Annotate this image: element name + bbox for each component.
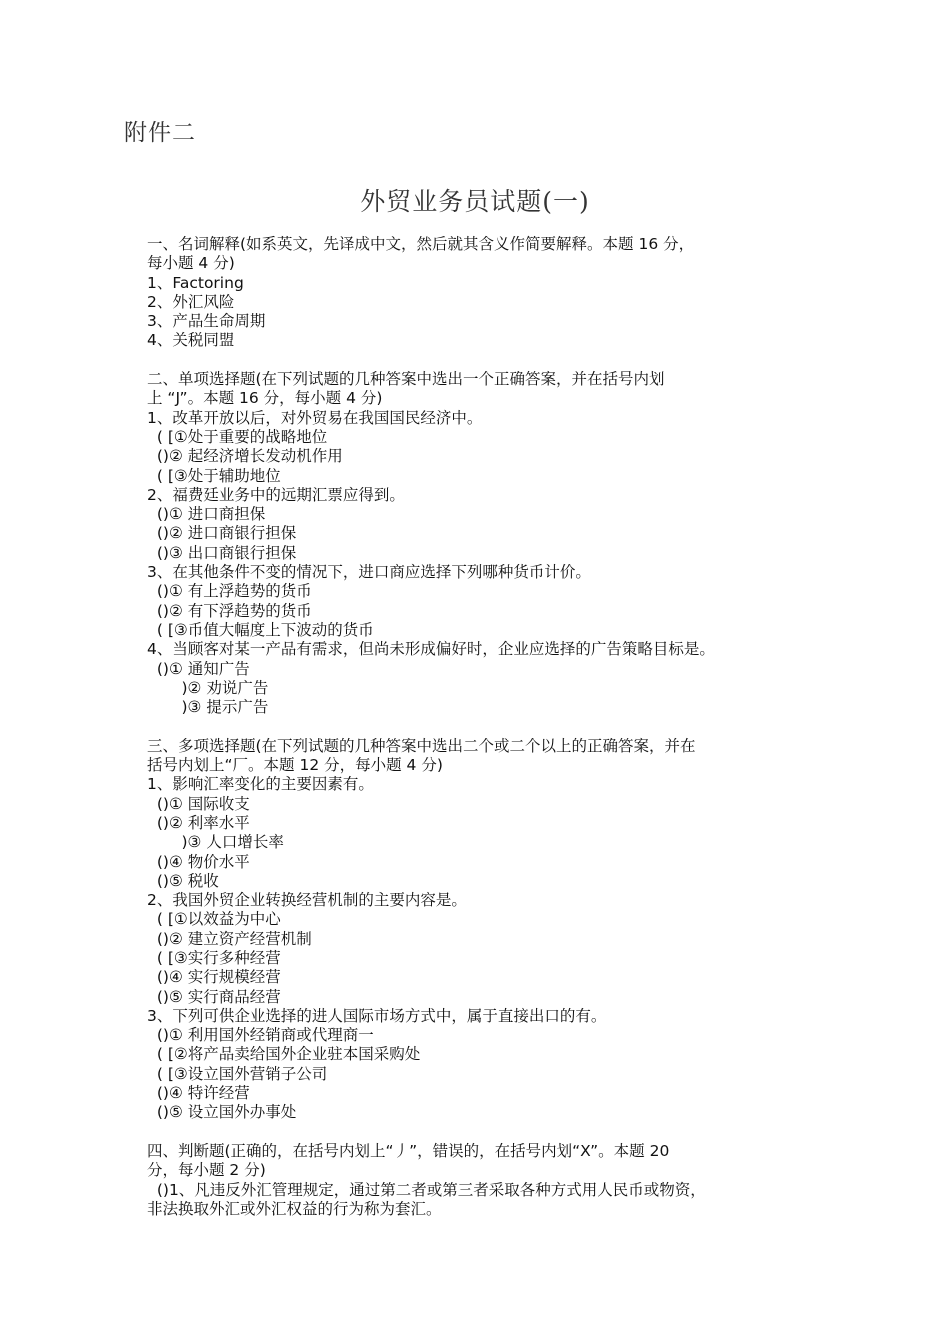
question-line: ( [③设立国外营销子公司 [147, 1064, 328, 1083]
question-line: 4、当顾客对某一产品有需求，但尚未形成偏好时，企业应选择的广告策略目标是。 [147, 640, 715, 659]
question-line: ()① 有上浮趋势的货币 [147, 582, 312, 601]
question-line: 非法换取外汇或外汇权益的行为称为套汇。 [147, 1199, 442, 1218]
question-line: ( [①以效益为中心 [147, 910, 281, 929]
question-line: )③ 提示广告 [147, 698, 269, 717]
question-line: 分，每小题 2 分) [147, 1161, 266, 1180]
question-line: ()② 有下浮趋势的货币 [147, 601, 312, 620]
section-heading: 四、判断题(正确的，在括号内划上“丿”，错误的，在括号内划“X”。本题 20 [147, 1141, 670, 1160]
question-line: ()③ 出口商银行担保 [147, 543, 297, 562]
question-line: ()② 起经济增长发动机作用 [147, 447, 343, 466]
exam-content [147, 235, 807, 1219]
question-line: ()② 建立资产经营机制 [147, 929, 312, 948]
question-line: ()⑤ 设立国外办事处 [147, 1103, 297, 1122]
question-line: ( [③处于辅助地位 [147, 466, 281, 485]
question-line: ( [③币值大幅度上下波动的货币 [147, 620, 374, 639]
question-line: ()④ 实行规模经营 [147, 968, 281, 987]
question-line: 2、我国外贸企业转换经营机制的主要内容是。 [147, 891, 467, 910]
question-line: 1、Factoring [147, 273, 244, 292]
section-heading: 三、多项选择题(在下列试题的几种答案中选出二个或二个以上的正确答案，并在 [147, 736, 696, 755]
section-spacer [147, 1123, 807, 1142]
question-line: 4、关税同盟 [147, 331, 235, 350]
question-line: ()① 国际收支 [147, 794, 250, 813]
question-line: ()① 通知广告 [147, 659, 250, 678]
question-line: 3、在其他条件不变的情况下，进口商应选择下列哪种货币计价。 [147, 563, 591, 582]
section-heading: 二、单项选择题(在下列试题的几种答案中选出一个正确答案，并在括号内划 [147, 370, 665, 389]
attachment-label: 附件二 [124, 120, 196, 146]
question-line: ( [③实行多种经营 [147, 948, 281, 967]
section-terms [147, 235, 807, 351]
question-line: )③ 人口增长率 [147, 833, 284, 852]
question-line: ()② 利率水平 [147, 813, 250, 832]
question-line: 3、产品生命周期 [147, 312, 266, 331]
question-line: ( [①处于重要的战略地位 [147, 427, 328, 446]
question-line: 上 “J”。本题 16 分，每小题 4 分) [147, 389, 383, 408]
question-line: ()⑤ 实行商品经营 [147, 987, 281, 1006]
exam-title: 外贸业务员试题(一) [360, 187, 590, 216]
question-line: ()⑤ 税收 [147, 871, 219, 890]
question-line: 括号内划上“厂。本题 12 分，每小题 4 分) [147, 756, 443, 775]
section-spacer [147, 351, 807, 370]
question-line: 2、福费廷业务中的远期汇票应得到。 [147, 485, 405, 504]
question-line: 每小题 4 分) [147, 254, 235, 273]
question-line: 2、外汇风险 [147, 292, 235, 311]
question-line: ()① 进口商担保 [147, 505, 266, 524]
section-single-choice [147, 370, 807, 717]
question-line: ( [②将产品卖给国外企业驻本国采购处 [147, 1045, 421, 1064]
question-line: ()1、凡违反外汇管理规定，通过第二者或第三者采取各种方式用人民币或物资， [147, 1180, 706, 1199]
question-line: ()④ 特许经营 [147, 1084, 250, 1103]
question-line: 3、下列可供企业选择的进人国际市场方式中，属于直接出口的有。 [147, 1006, 607, 1025]
section-true-false [147, 1142, 807, 1219]
question-line: ()① 利用国外经销商或代理商一 [147, 1026, 374, 1045]
section-heading: 一、名词解释(如系英文，先译成中文，然后就其含义作简要解释。本题 16 分， [147, 235, 695, 253]
section-multiple-choice [147, 737, 807, 1123]
question-line: ()② 进口商银行担保 [147, 524, 297, 543]
question-line: )② 劝说广告 [147, 678, 269, 697]
question-line: ()④ 物价水平 [147, 852, 250, 871]
section-spacer [147, 717, 807, 736]
question-line: 1、影响汇率变化的主要因素有。 [147, 775, 374, 794]
question-line: 1、改革开放以后，对外贸易在我国国民经济中。 [147, 408, 483, 427]
